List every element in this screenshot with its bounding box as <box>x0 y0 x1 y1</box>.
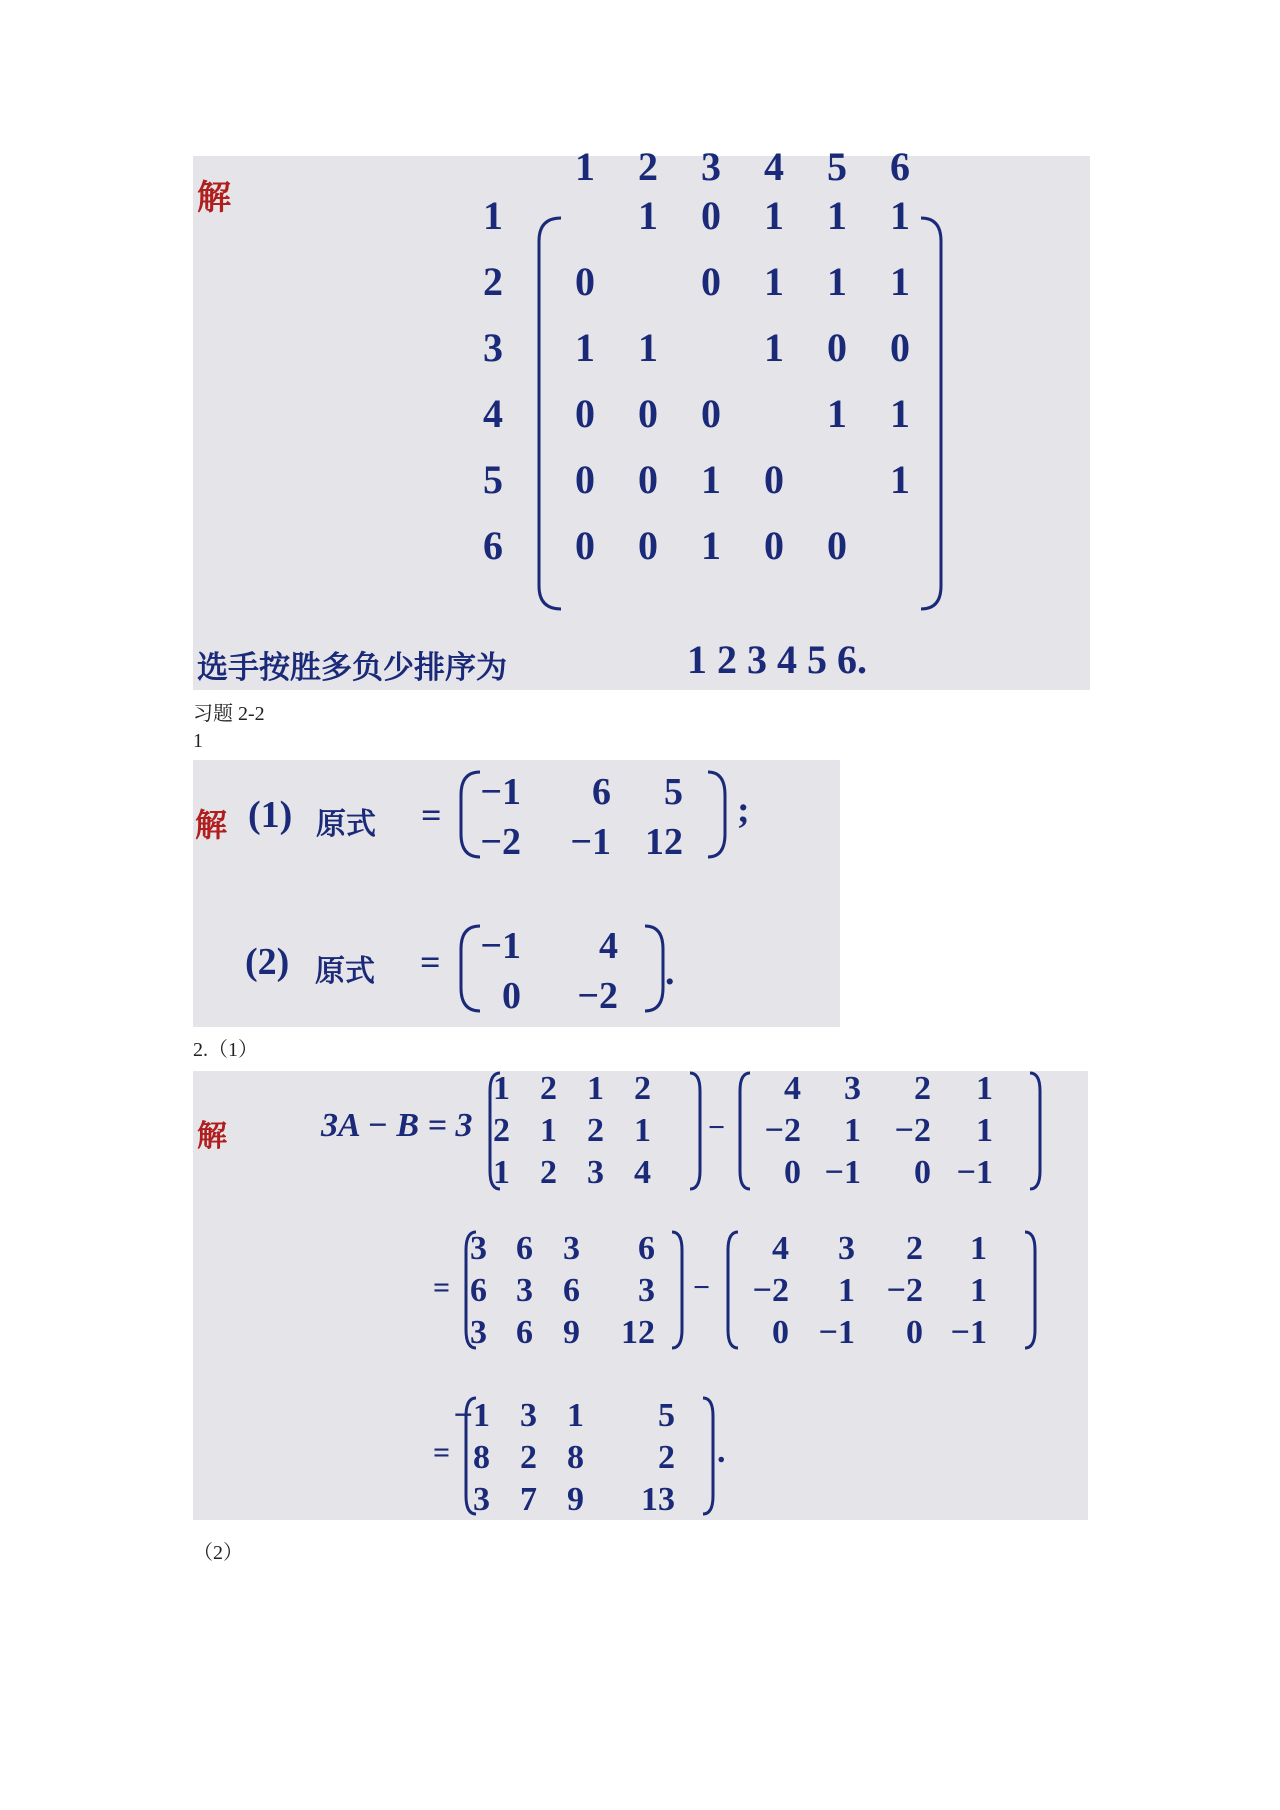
matrix-cell: 0 <box>764 523 784 568</box>
matrix-cell: 4 <box>599 925 618 967</box>
matrix-cell: 0 <box>772 1314 789 1351</box>
lhs-expression: 3A − B = 3 <box>321 1107 473 1144</box>
part1-equals: = <box>421 795 442 835</box>
matrix-cell: 2 <box>587 1112 604 1149</box>
matrix-cell: 1 <box>701 523 721 568</box>
matrix-cell: 1 <box>701 457 721 502</box>
matrix-cell: 0 <box>764 457 784 502</box>
matrix-cell: −2 <box>480 821 521 863</box>
matrix-cell: 5 <box>664 771 683 813</box>
row-header: 5 <box>483 457 503 502</box>
solution-panel-q1 <box>193 760 840 1027</box>
matrix-cell: 0 <box>638 523 658 568</box>
matrix-cell: 1 <box>764 259 784 304</box>
matrix-cell: 1 <box>587 1070 604 1107</box>
question-1-caption: 1 <box>193 730 203 752</box>
matrix-cell: 3 <box>844 1070 861 1107</box>
matrix-cell: 9 <box>563 1314 580 1351</box>
matrix-cell: 1 <box>540 1112 557 1149</box>
equals-sign-3: = <box>433 1436 451 1469</box>
matrix-cell: 3 <box>587 1154 604 1191</box>
matrix-cell: 1 <box>638 193 658 238</box>
matrix-cell: 3 <box>520 1397 537 1434</box>
matrix-cell: 1 <box>890 193 910 238</box>
matrix-cell: 1 <box>970 1272 987 1309</box>
matrix-cell: 6 <box>592 771 611 813</box>
matrix-cell: 12 <box>621 1314 655 1351</box>
row-header: 2 <box>483 259 503 304</box>
matrix-cell: 8 <box>473 1439 490 1476</box>
row-header: 6 <box>483 523 503 568</box>
matrix-cell: 3 <box>470 1230 487 1267</box>
matrix-cell: 3 <box>473 1481 490 1518</box>
matrix-cell: 1 <box>970 1230 987 1267</box>
matrix-cell: 6 <box>638 1230 655 1267</box>
matrix-cell: 6 <box>516 1230 533 1267</box>
matrix-cell: −1 <box>818 1314 855 1351</box>
column-header: 1 <box>575 144 595 189</box>
exercise-caption: 习题 2-2 <box>193 703 265 725</box>
matrix-cell: −2 <box>886 1272 923 1309</box>
matrix-cell: 6 <box>470 1272 487 1309</box>
matrix-cell: 1 <box>764 193 784 238</box>
matrix-cell: 3 <box>638 1272 655 1309</box>
part1-end: ; <box>737 789 750 831</box>
jie-label: 解 <box>197 178 231 218</box>
matrix-cell: 7 <box>520 1481 537 1518</box>
matrix-cell: 1 <box>575 325 595 370</box>
matrix-cell: 4 <box>634 1154 651 1191</box>
solution-panel-q2 <box>193 1071 1088 1520</box>
part2-equals: = <box>420 942 441 982</box>
matrix-cell: 1 <box>844 1112 861 1149</box>
matrix-cell: 1 <box>827 391 847 436</box>
matrix-cell: 0 <box>575 259 595 304</box>
solution-panel-tournament <box>193 144 1090 690</box>
matrix-cell: −1 <box>480 771 521 813</box>
part1-expr: 原式 <box>316 807 376 842</box>
matrix-cell: 3 <box>516 1272 533 1309</box>
matrix-cell: 2 <box>634 1070 651 1107</box>
result-end: . <box>717 1433 726 1470</box>
conclusion-sequence: 1 2 3 4 5 6. <box>687 637 867 682</box>
matrix-cell: 0 <box>827 523 847 568</box>
matrix-cell: 1 <box>827 259 847 304</box>
matrix-cell: 1 <box>890 391 910 436</box>
minus-sign-1: − <box>708 1111 726 1144</box>
matrix-cell: 0 <box>890 325 910 370</box>
matrix-cell: 0 <box>827 325 847 370</box>
jie-label: 解 <box>195 806 228 844</box>
matrix-cell: 9 <box>567 1481 584 1518</box>
part2-end: . <box>665 951 675 993</box>
conclusion-text: 选手按胜多负少排序为 <box>197 650 507 686</box>
matrix-cell: 1 <box>493 1154 510 1191</box>
part1-label: (1) <box>248 794 293 836</box>
matrix-cell: 0 <box>502 975 521 1017</box>
question-2-1-caption: 2.（1） <box>193 1039 258 1061</box>
matrix-cell: 1 <box>976 1112 993 1149</box>
matrix-cell: 1 <box>634 1112 651 1149</box>
equals-sign-2: = <box>433 1271 451 1304</box>
matrix-cell: −1 <box>950 1314 987 1351</box>
matrix-cell: 0 <box>575 457 595 502</box>
matrix-cell: 1 <box>890 457 910 502</box>
matrix-cell: 2 <box>658 1439 675 1476</box>
matrix-cell: 0 <box>701 193 721 238</box>
matrix-cell: 6 <box>563 1272 580 1309</box>
column-header: 6 <box>890 144 910 189</box>
matrix-cell: 0 <box>906 1314 923 1351</box>
column-header: 2 <box>638 144 658 189</box>
matrix-cell: −2 <box>577 975 618 1017</box>
matrix-cell: −1 <box>453 1397 490 1434</box>
matrix-cell: −1 <box>570 821 611 863</box>
matrix-cell: 1 <box>890 259 910 304</box>
row-header: 3 <box>483 325 503 370</box>
matrix-cell: −1 <box>824 1154 861 1191</box>
matrix-cell: 8 <box>567 1439 584 1476</box>
jie-label: 解 <box>197 1119 227 1154</box>
matrix-cell: 2 <box>493 1112 510 1149</box>
matrix-cell: 4 <box>784 1070 801 1107</box>
matrix-cell: 2 <box>520 1439 537 1476</box>
matrix-cell: 13 <box>641 1481 675 1518</box>
matrix-cell: 5 <box>658 1397 675 1434</box>
matrix-cell: 1 <box>567 1397 584 1434</box>
matrix-cell: −2 <box>894 1112 931 1149</box>
matrix-cell: 2 <box>540 1070 557 1107</box>
matrix-cell: −1 <box>956 1154 993 1191</box>
matrix-cell: 3 <box>838 1230 855 1267</box>
matrix-cell: 0 <box>701 391 721 436</box>
matrix-cell: 1 <box>493 1070 510 1107</box>
matrix-cell: 0 <box>638 457 658 502</box>
matrix-cell: 0 <box>784 1154 801 1191</box>
matrix-cell: 1 <box>764 325 784 370</box>
row-header: 1 <box>483 193 503 238</box>
matrix-cell: −2 <box>764 1112 801 1149</box>
matrix-cell: 6 <box>516 1314 533 1351</box>
matrix-cell: −2 <box>752 1272 789 1309</box>
matrix-cell: 1 <box>976 1070 993 1107</box>
matrix-cell: 2 <box>906 1230 923 1267</box>
column-header: 4 <box>764 144 784 189</box>
row-header: 4 <box>483 391 503 436</box>
matrix-cell: 3 <box>563 1230 580 1267</box>
matrix-cell: 0 <box>575 523 595 568</box>
matrix-cell: 1 <box>838 1272 855 1309</box>
matrix-cell: 2 <box>540 1154 557 1191</box>
matrix-cell: 4 <box>772 1230 789 1267</box>
matrix-cell: 0 <box>701 259 721 304</box>
minus-sign-2: − <box>693 1271 711 1304</box>
matrix-cell: 1 <box>827 193 847 238</box>
matrix-cell: 2 <box>914 1070 931 1107</box>
matrix-cell: −1 <box>480 925 521 967</box>
matrix-cell: 0 <box>914 1154 931 1191</box>
matrix-cell: 0 <box>638 391 658 436</box>
part2-label: (2) <box>245 941 290 983</box>
matrix-cell: 0 <box>575 391 595 436</box>
question-2-2-caption: （2） <box>193 1542 243 1564</box>
column-header: 5 <box>827 144 847 189</box>
column-header: 3 <box>701 144 721 189</box>
matrix-cell: 12 <box>645 821 683 863</box>
matrix-cell: 3 <box>470 1314 487 1351</box>
matrix-cell: 1 <box>638 325 658 370</box>
part2-expr: 原式 <box>315 954 375 989</box>
